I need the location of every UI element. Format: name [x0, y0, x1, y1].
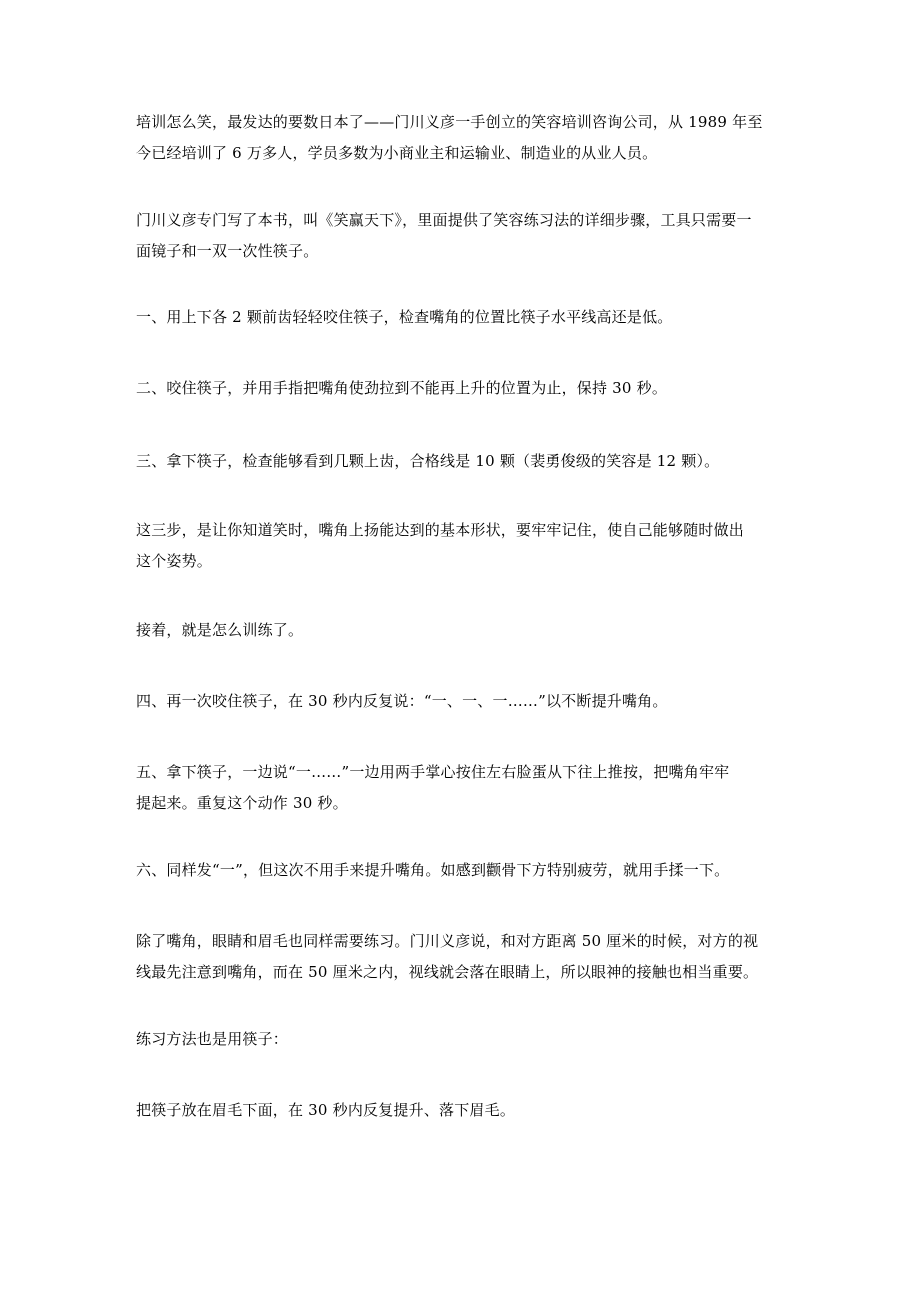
paragraph-step-5	[136, 757, 788, 819]
text-line: 面镜子和一双一次性筷子。	[136, 242, 319, 260]
text-line: 五、拿下筷子，一边说“一……”一边用两手掌心按住左右脸蛋从下往上推按，把嘴角牢牢	[136, 763, 730, 781]
paragraph-step-3	[136, 446, 788, 477]
text-line: 提起来。重复这个动作 30 秒。	[136, 794, 348, 812]
text-line: 这三步，是让你知道笑时，嘴角上扬能达到的基本形状，要牢牢记住，使自己能够随时做出	[136, 521, 745, 539]
text-line: 一、用上下各 2 颗前齿轻轻咬住筷子，检查嘴角的位置比筷子水平线高还是低。	[136, 308, 673, 326]
paragraph-method	[136, 1024, 788, 1055]
paragraph-book	[136, 205, 788, 267]
text-line: 二、咬住筷子，并用手指把嘴角使劲拉到不能再上升的位置为止，保持 30 秒。	[136, 379, 668, 397]
paragraph-step-2	[136, 373, 788, 404]
paragraph-step-1	[136, 302, 788, 333]
text-line: 今已经培训了 6 万多人，学员多数为小商业主和运输业、制造业的从业人员。	[136, 144, 658, 162]
text-line: 接着，就是怎么训练了。	[136, 621, 304, 639]
paragraph-summary	[136, 515, 788, 577]
paragraph-step-6	[136, 855, 788, 886]
paragraph-eyebrow	[136, 1095, 788, 1126]
paragraph-next	[136, 615, 788, 646]
text-line: 线最先注意到嘴角，而在 50 厘米之内，视线就会落在眼睛上，所以眼神的接触也相当重要。	[136, 963, 759, 981]
text-line: 门川义彦专门写了本书，叫《笑赢天下》，里面提供了笑容练习法的详细步骤，工具只需要一	[136, 211, 752, 229]
text-line: 除了嘴角，眼睛和眉毛也同样需要练习。门川义彦说，和对方距离 50 厘米的时候，对方的视	[136, 932, 759, 950]
text-line: 培训怎么笑，最发达的要数日本了——门川义彦一手创立的笑容培训咨询公司，从 1989 年至	[136, 113, 763, 131]
paragraph-intro	[136, 107, 788, 169]
text-line: 六、同样发“一”，但这次不用手来提升嘴角。如感到颧骨下方特别疲劳，就用手揉一下。	[136, 861, 730, 879]
text-line: 四、再一次咬住筷子，在 30 秒内反复说：“一、一、一……”以不断提升嘴角。	[136, 692, 668, 710]
text-line: 把筷子放在眉毛下面，在 30 秒内反复提升、落下眉毛。	[136, 1101, 516, 1119]
text-line: 练习方法也是用筷子：	[136, 1030, 289, 1048]
text-line: 这个姿势。	[136, 552, 213, 570]
paragraph-step-4	[136, 686, 788, 717]
paragraph-eyes	[136, 926, 788, 988]
text-line: 三、拿下筷子，检查能够看到几颗上齿，合格线是 10 颗（裴勇俊级的笑容是 12 颗）。	[136, 452, 720, 470]
